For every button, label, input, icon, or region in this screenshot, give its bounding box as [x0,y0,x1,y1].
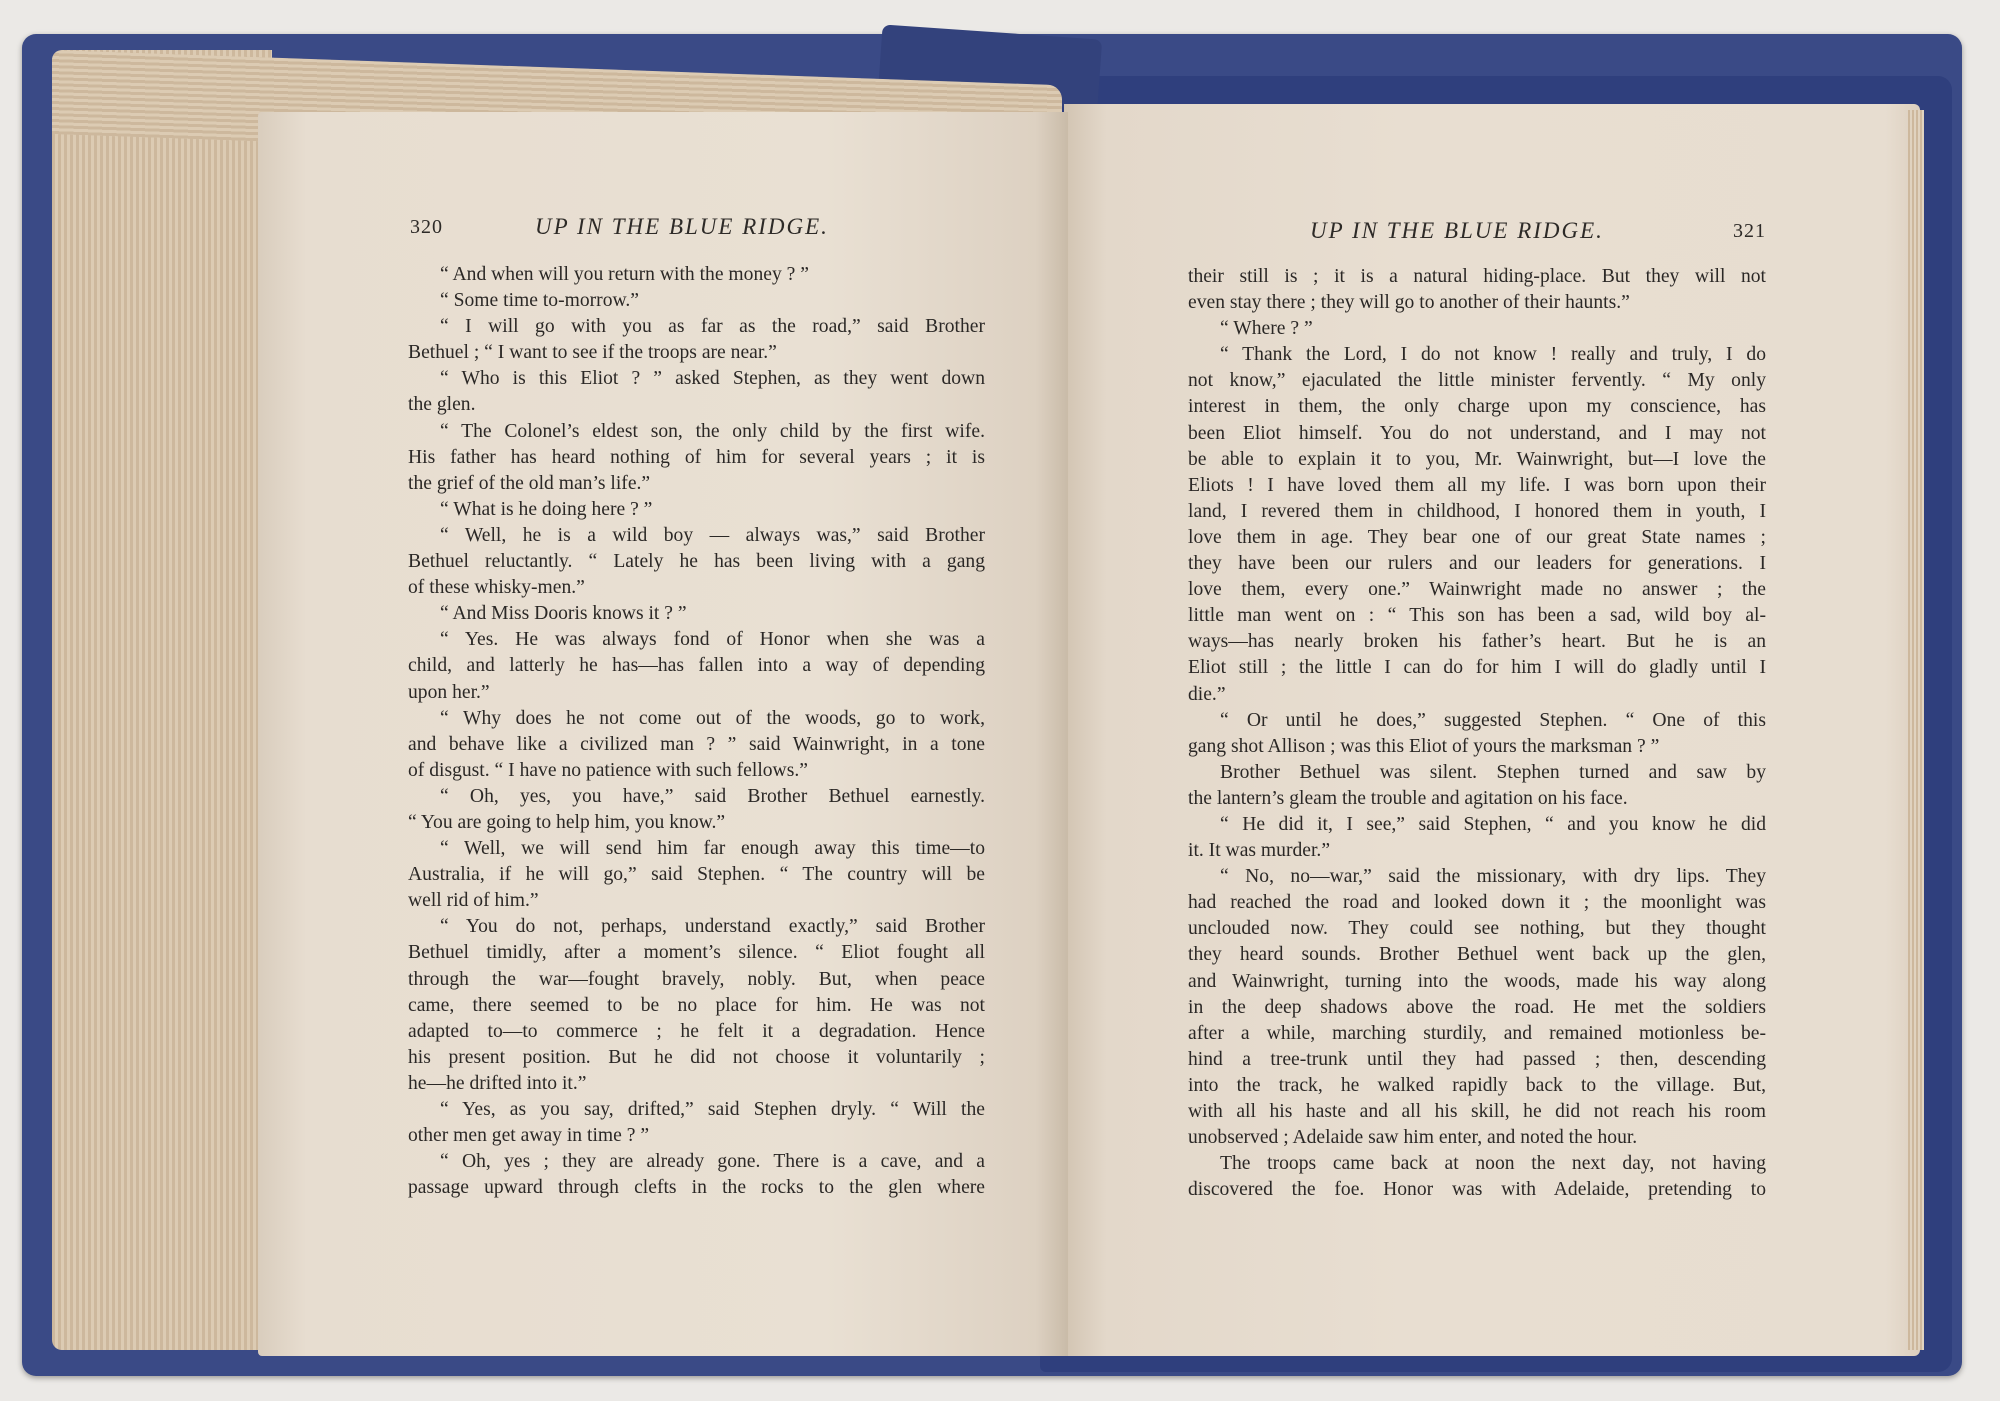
text-line: of these whisky-men.” [408,577,585,599]
text-line: Bethuel ; “ I want to see if the troops are near.” [408,342,777,364]
text-line: Australia, if he will go,” said Stephen. “ The country will be [408,864,985,886]
right-page-header [1310,218,1766,248]
text-line: be able to explain it to you, Mr. Wainwright, but—I love the [1188,448,1766,470]
text-line: been Eliot himself. You do not understand, and I may not [1188,422,1766,444]
text-line: “ Oh, yes ; they are already gone. There is a cave, and a [440,1151,985,1173]
text-line: “ No, no—war,” said the missionary, with dry lips. They [1220,866,1766,888]
text-line: with all his haste and all his skill, he did not reach his room [1188,1101,1766,1122]
right-running-head: UP IN THE BLUE RIDGE. [1310,218,1604,243]
text-line: “ You do not, perhaps, understand exactly,” said Brother [440,916,985,938]
text-line: Eliots ! I have loved them all my life. I was born upon their [1188,474,1766,496]
text-line: hind a tree-trunk until they had passed ; then, descending [1188,1048,1766,1070]
text-line: gang shot Allison ; was this Eliot of yours the marksman ? ” [1188,735,1660,757]
text-line: they have been our rulers and our leaders for generations. I [1188,553,1766,575]
text-line: “ What is he doing here ? ” [440,498,653,520]
text-line: “ The Colonel’s eldest son, the only child by the first wife. [440,420,985,442]
text-line: child, and latterly he has—has fallen into a way of depending [408,655,985,677]
text-line: Brother Bethuel was silent. Stephen turned and saw by [1220,761,1766,783]
text-line: after a while, marching sturdily, and remained motionless be- [1188,1022,1766,1044]
text-line: “ I will go with you as far as the road,” said Brother [440,316,985,338]
text-line: Eliot still ; the little I can do for him I will do gladly until I [1188,657,1766,679]
text-line: “ You are going to help him, you know.” [408,811,726,833]
text-line: not know,” ejaculated the little minister fervently. “ My only [1188,370,1766,392]
text-line: “ Yes, as you say, drifted,” said Stephen dryly. “ Will the [440,1099,985,1120]
text-line: “ Why does he not come out of the woods, go to work, [440,707,985,729]
text-line: land, I revered them in childhood, I honored them in youth, I [1188,500,1766,522]
text-line: “ And Miss Dooris knows it ? ” [440,603,687,625]
text-line: love them, every one.” Wainwright made no answer ; the [1188,579,1766,601]
text-line: little man went on : “ This son has been a sad, wild boy al- [1188,605,1766,627]
text-line: adapted to—to commerce ; he felt it a degradation. Hence [408,1020,985,1042]
left-page-block-edges [52,50,272,1350]
text-line: came, there seemed to be no place for him. He was not [408,994,985,1016]
text-line: “ Some time to-morrow.” [440,290,639,312]
text-line: the lantern’s gleam the trouble and agitation on his face. [1188,787,1628,809]
text-line: The troops came back at noon the next day, not having [1220,1153,1766,1175]
text-line: other men get away in time ? ” [408,1125,650,1147]
text-line: he—he drifted into it.” [408,1072,587,1094]
text-line: unclouded now. They could see nothing, but they thought [1188,918,1766,940]
right-page-number: 321 [1733,220,1766,242]
text-line: “ Well, he is a wild boy — always was,” said Brother [440,524,985,546]
text-line: they heard sounds. Brother Bethuel went back up the glen, [1188,944,1766,966]
text-line: his present position. But he did not choose it voluntarily ; [408,1046,985,1068]
text-line: and Wainwright, turning into the woods, made his way along [1188,970,1766,992]
text-line: through the war—fought bravely, nobly. But, when peace [408,968,985,990]
text-line: die.” [1188,683,1226,705]
text-line: “ He did it, I see,” said Stephen, “ and you know he did [1220,813,1766,835]
left-running-head: UP IN THE BLUE RIDGE. [535,214,829,239]
text-line: well rid of him.” [408,890,539,912]
right-page-block-edges [1908,110,1924,1350]
text-line: had reached the road and looked down it ; the moonlight was [1188,892,1766,914]
text-line: Bethuel timidly, after a moment’s silence. “ Eliot fought all [408,942,985,964]
left-page-number: 320 [410,216,443,238]
text-line: “ Yes. He was always fond of Honor when she was a [440,629,985,651]
text-line: of disgust. “ I have no patience with such fellows.” [408,759,808,781]
right-page-text [1188,264,1766,1203]
text-line: love them in age. They bear one of our great State names ; [1188,526,1766,548]
text-line: “ Or until he does,” suggested Stephen. “ One of this [1220,709,1766,731]
text-line: “ Thank the Lord, I do not know ! really and truly, I do [1220,344,1766,366]
text-line: into the track, he walked rapidly back to the village. But, [1188,1074,1766,1096]
text-line: the glen. [408,394,476,416]
text-line: unobserved ; Adelaide saw him enter, and noted the hour. [1188,1127,1638,1149]
text-line: and behave like a civilized man ? ” said Wainwright, in a tone [408,733,985,755]
text-line: in the deep shadows above the road. He met the soldiers [1188,996,1766,1018]
text-line: His father has heard nothing of him for several years ; it is [408,446,985,468]
text-line: passage upward through clefts in the rocks to the glen where [408,1177,985,1199]
text-line: Bethuel reluctantly. “ Lately he has been living with a gang [408,551,985,573]
text-line: even stay there ; they will go to another of their haunts.” [1188,292,1630,314]
text-line: upon her.” [408,681,490,703]
text-line: it. It was murder.” [1188,840,1331,862]
text-line: “ Where ? ” [1220,318,1313,340]
text-line: discovered the foe. Honor was with Adelaide, pretending to [1188,1179,1766,1201]
text-line: their still is ; it is a natural hiding-place. But they will not [1188,266,1766,287]
left-page-header [410,214,990,244]
text-line: “ Who is this Eliot ? ” asked Stephen, as they went down [440,368,985,390]
text-line: interest in them, the only charge upon my conscience, has [1188,396,1766,418]
text-line: ways—has nearly broken his father’s heart. But he is an [1188,631,1766,653]
text-line: “ Well, we will send him far enough away this time—to [440,838,985,860]
text-line: the grief of the old man’s life.” [408,472,651,494]
text-line: “ Oh, yes, you have,” said Brother Bethuel earnestly. [440,785,985,807]
left-page-text [408,262,985,1201]
text-line: “ And when will you return with the money ? ” [440,264,809,285]
